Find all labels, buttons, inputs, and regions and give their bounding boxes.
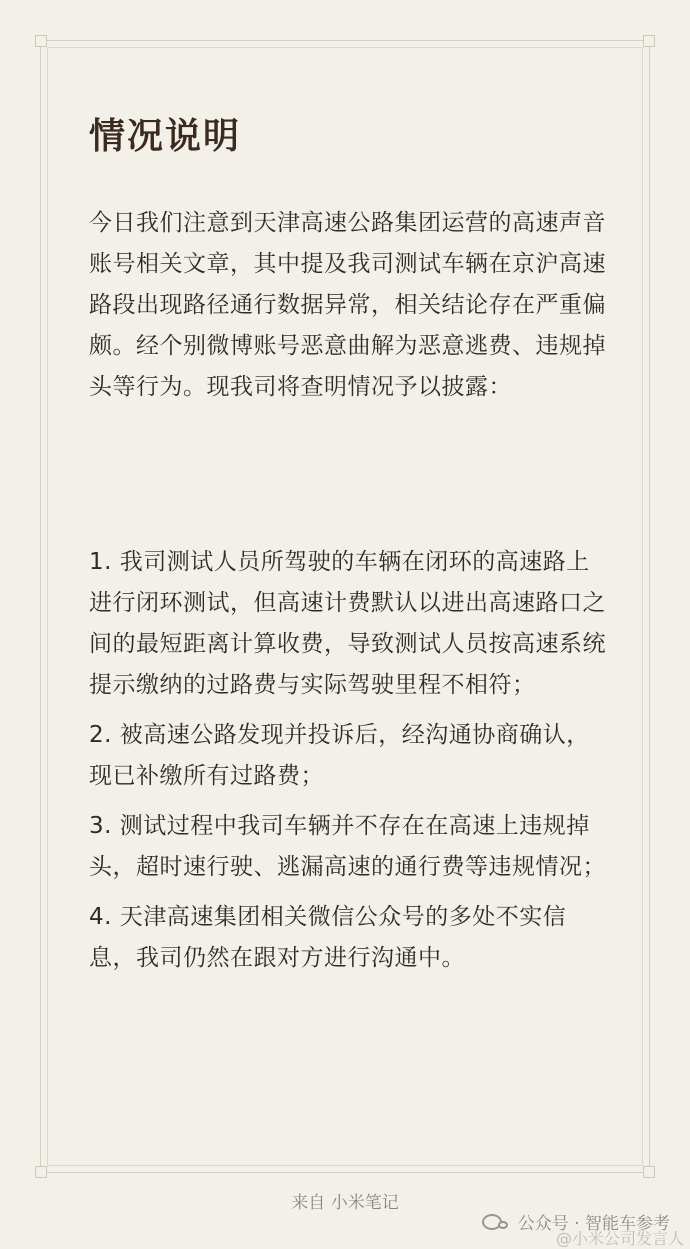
statement-list (89, 542, 609, 988)
statement-item: 3. 测试过程中我司车辆并不存在在高速上违规掉头，超时速行驶、逃漏高速的通行费等违规情况； (89, 813, 606, 880)
statement-item: 1. 我司测试人员所驾驶的车辆在闭环的高速路上进行闭环测试，但高速计费默认以进出高速路口之间的最短距离计算收费，导致测试人员按高速系统提示缴纳的过路费与实际驾驶里程不相符； (89, 549, 606, 698)
watermark-text: 公众号 · 智能车参考 (517, 1214, 670, 1234)
statement-item: 4. 天津高速集团相关微信公众号的多处不实信息，我司仍然在跟对方进行沟通中。 (89, 904, 567, 971)
frame-corner-ornament (35, 35, 47, 47)
frame-corner-ornament (35, 1166, 47, 1178)
frame-corner-ornament (643, 1166, 655, 1178)
frame-corner-ornament (643, 35, 655, 47)
intro-paragraph: 今日我们注意到天津高速公路集团运营的高速声音账号相关文章，其中提及我司测试车辆在京沪高速路段出现路径通行数据异常，相关结论存在严重偏颇。经个别微博账号恶意曲解为恶意逃费、违规掉头等行为。现我司将查明情况予以披露： (89, 210, 606, 400)
statement-item: 2. 被高速公路发现并投诉后，经沟通协商确认，现已补缴所有过路费； (89, 722, 590, 789)
wechat-icon (482, 1214, 502, 1230)
document-title: 情况说明 (89, 116, 242, 157)
note-source-label: 来自 小米笔记 (291, 1193, 399, 1213)
weibo-watermark: @小米公司发言人 (555, 1229, 684, 1248)
